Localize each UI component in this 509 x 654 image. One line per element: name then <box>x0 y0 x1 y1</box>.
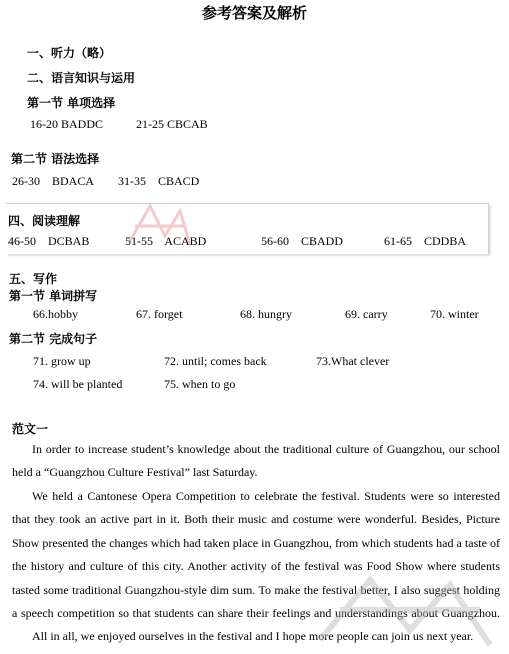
answers-51-55: 51-55 ACABD <box>125 234 207 248</box>
subsection-complete-sentences: 第二节 完成句子 <box>9 332 98 346</box>
essay-line: Show presented the changes which had taken place in Guangzhou, from which students had a taste of <box>12 535 500 550</box>
answers-56-60: 56-60 CBADD <box>261 234 344 248</box>
essay-line: held a “Guangzhou Culture Festival” last Saturday. <box>12 465 258 480</box>
answer-73: 73.What clever <box>316 354 390 368</box>
answers-46-50: 46-50 DCBAB <box>8 234 90 248</box>
subsection-grammar: 第二节 语法选择 <box>11 152 100 166</box>
essay-line: tasted some traditional Guangzhou-style dim sum. To make the festival better, I also suggest holding <box>12 582 500 597</box>
answer-71: 71. grow up <box>33 354 91 368</box>
essay-paragraph-1 <box>12 438 500 485</box>
essay-line: We held a Cantonese Opera Competition to celebrate the festival. Students were so interested <box>32 489 500 503</box>
answers-61-65: 61-65 CDDBA <box>384 234 467 248</box>
answers-26-30: 26-30 BDACA <box>12 174 95 188</box>
answer-66: 66.hobby <box>33 307 78 321</box>
section-listening: 一、听力（略） <box>27 46 112 60</box>
subsection-spelling: 第一节 单词拼写 <box>9 289 98 303</box>
subsection-single-choice: 第一节 单项选择 <box>27 96 116 110</box>
section-writing: 五、写作 <box>9 272 58 286</box>
answer-67: 67. forget <box>136 307 183 321</box>
answers-21-25: 21-25 CBCAB <box>136 117 208 131</box>
page-title: 参考答案及解析 <box>201 4 307 22</box>
essay-line: a speech competition so that students can share their feelings and understandings about Guangzhou. <box>12 606 500 621</box>
essay-line: In order to increase student’s knowledge about the traditional culture of Guangzhou, our school <box>32 442 500 456</box>
answer-68: 68. hungry <box>240 307 292 321</box>
answer-75: 75. when to go <box>164 377 236 391</box>
answer-72: 72. until; comes back <box>164 354 267 368</box>
essay-paragraph-3 <box>12 625 500 648</box>
answer-69: 69. carry <box>345 307 388 321</box>
essay-line: the history and culture of this city. Another activity of the festival was Food Show where students <box>12 559 500 574</box>
answers-16-20: 16-20 BADDC <box>30 117 104 131</box>
answers-31-35: 31-35 CBACD <box>118 174 200 188</box>
answer-74: 74. will be planted <box>33 377 123 391</box>
essay-paragraph-2 <box>12 485 500 625</box>
essay-line: All in all, we enjoyed ourselves in the festival and I hope more people can join us next year. <box>32 629 474 643</box>
sample-essay-heading: 范文一 <box>12 422 49 436</box>
essay-line: that they took an active part in it. Both their music and costume were wonderful. Besides, Picture <box>12 512 500 527</box>
answer-70: 70. winter <box>430 307 479 321</box>
section-reading: 四、阅读理解 <box>8 214 81 228</box>
section-language: 二、语言知识与运用 <box>27 71 136 85</box>
